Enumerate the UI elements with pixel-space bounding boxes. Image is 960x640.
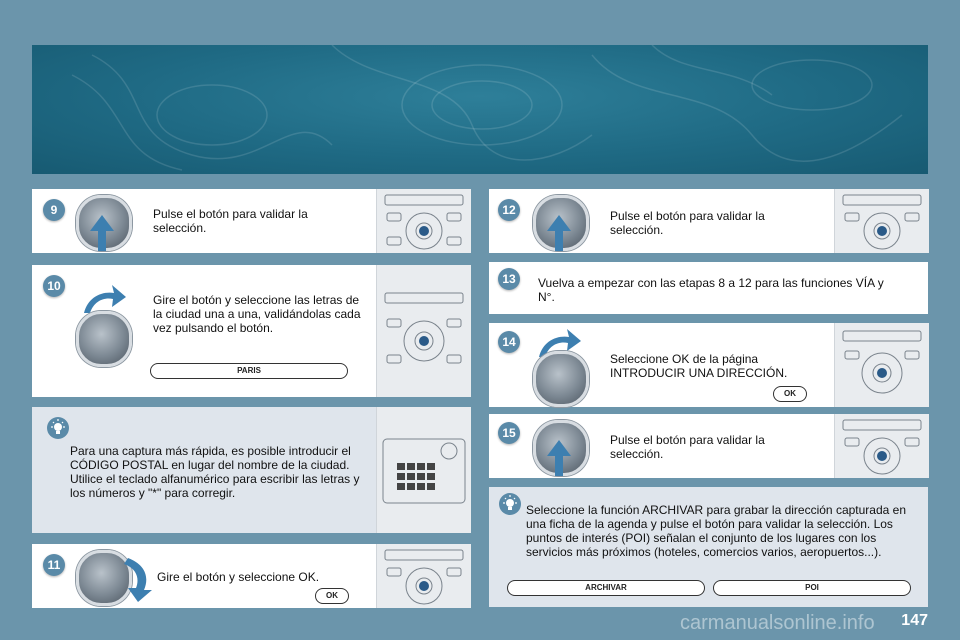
step-9-text: Pulse el botón para validar la selección. (153, 207, 308, 235)
press-arrow-icon (90, 215, 114, 251)
press-arrow-icon (547, 215, 571, 251)
step-15-badge: 15 (498, 422, 520, 444)
control-panel-illustration (376, 544, 471, 608)
step-15-panel (489, 414, 928, 478)
step-9-panel (32, 189, 470, 253)
step-9-badge: 9 (43, 199, 65, 221)
archivar-option[interactable]: ARCHIVAR (507, 580, 705, 596)
control-panel-illustration (834, 189, 929, 253)
control-panel-illustration (376, 189, 471, 253)
lightbulb-icon (499, 493, 521, 515)
step-10-text: Gire el botón y seleccione las letras de la ciudad una a una, validándolas cada vez pulsando el botón. (153, 293, 361, 335)
step-14-panel (489, 323, 928, 407)
page-number: 147 (901, 612, 928, 629)
step-11-panel (32, 544, 470, 608)
step-14-badge: 14 (498, 331, 520, 353)
tip-1-text: Para una captura más rápida, es posible introducir el CÓDIGO POSTAL en lugar del nombre de la ciudad. Utilice el teclado alfanumérico para escribir las letras y los números y "*" para corregir. (70, 444, 360, 500)
step-10-badge: 10 (43, 275, 65, 297)
step-13-panel (489, 262, 928, 314)
lightbulb-icon (47, 417, 69, 439)
control-panel-illustration (834, 414, 929, 478)
step-14-text: Seleccione OK de la página INTRODUCIR UNA DIRECCIÓN. (610, 352, 788, 380)
rotary-knob-icon (76, 311, 132, 367)
step-11-badge: 11 (43, 554, 65, 576)
step-15-text: Pulse el botón para validar la selección. (610, 433, 765, 461)
step-11-text: Gire el botón y seleccione OK. (157, 570, 320, 584)
step-13-badge: 13 (498, 268, 520, 290)
step-12-badge: 12 (498, 199, 520, 221)
keypad-illustration (376, 407, 471, 533)
press-arrow-icon (547, 440, 571, 476)
control-panel-illustration (834, 323, 929, 407)
ok-button[interactable]: OK (773, 386, 807, 402)
control-panel-illustration (376, 265, 471, 397)
step-12-panel (489, 189, 928, 253)
poi-option[interactable]: POI (713, 580, 911, 596)
watermark: carmanualsonline.info (680, 612, 875, 634)
tip-2-text: Seleccione la función ARCHIVAR para grabar la dirección capturada en una ficha de la agenda y pulse el botón para validar la selección. Los puntos de interés (POI) señalan el conjunto de los lugares con los servicios más próximos (hoteles, comercios varios, aeropuertos...). (526, 503, 906, 559)
step-13-text: Vuelva a empezar con las etapas 8 a 12 para las funciones VÍA y N°. (538, 276, 884, 304)
ok-button[interactable]: OK (315, 588, 349, 604)
header-banner (32, 45, 928, 174)
step-12-text: Pulse el botón para validar la selección. (610, 209, 765, 237)
step-10-panel (32, 265, 470, 397)
tip-2-panel (489, 487, 928, 607)
rotate-down-arrow-icon (124, 558, 152, 602)
paris-option[interactable]: PARIS (150, 363, 348, 379)
rotary-knob-icon (533, 351, 589, 407)
topographic-pattern (32, 45, 928, 174)
tip-1-panel (32, 407, 470, 533)
